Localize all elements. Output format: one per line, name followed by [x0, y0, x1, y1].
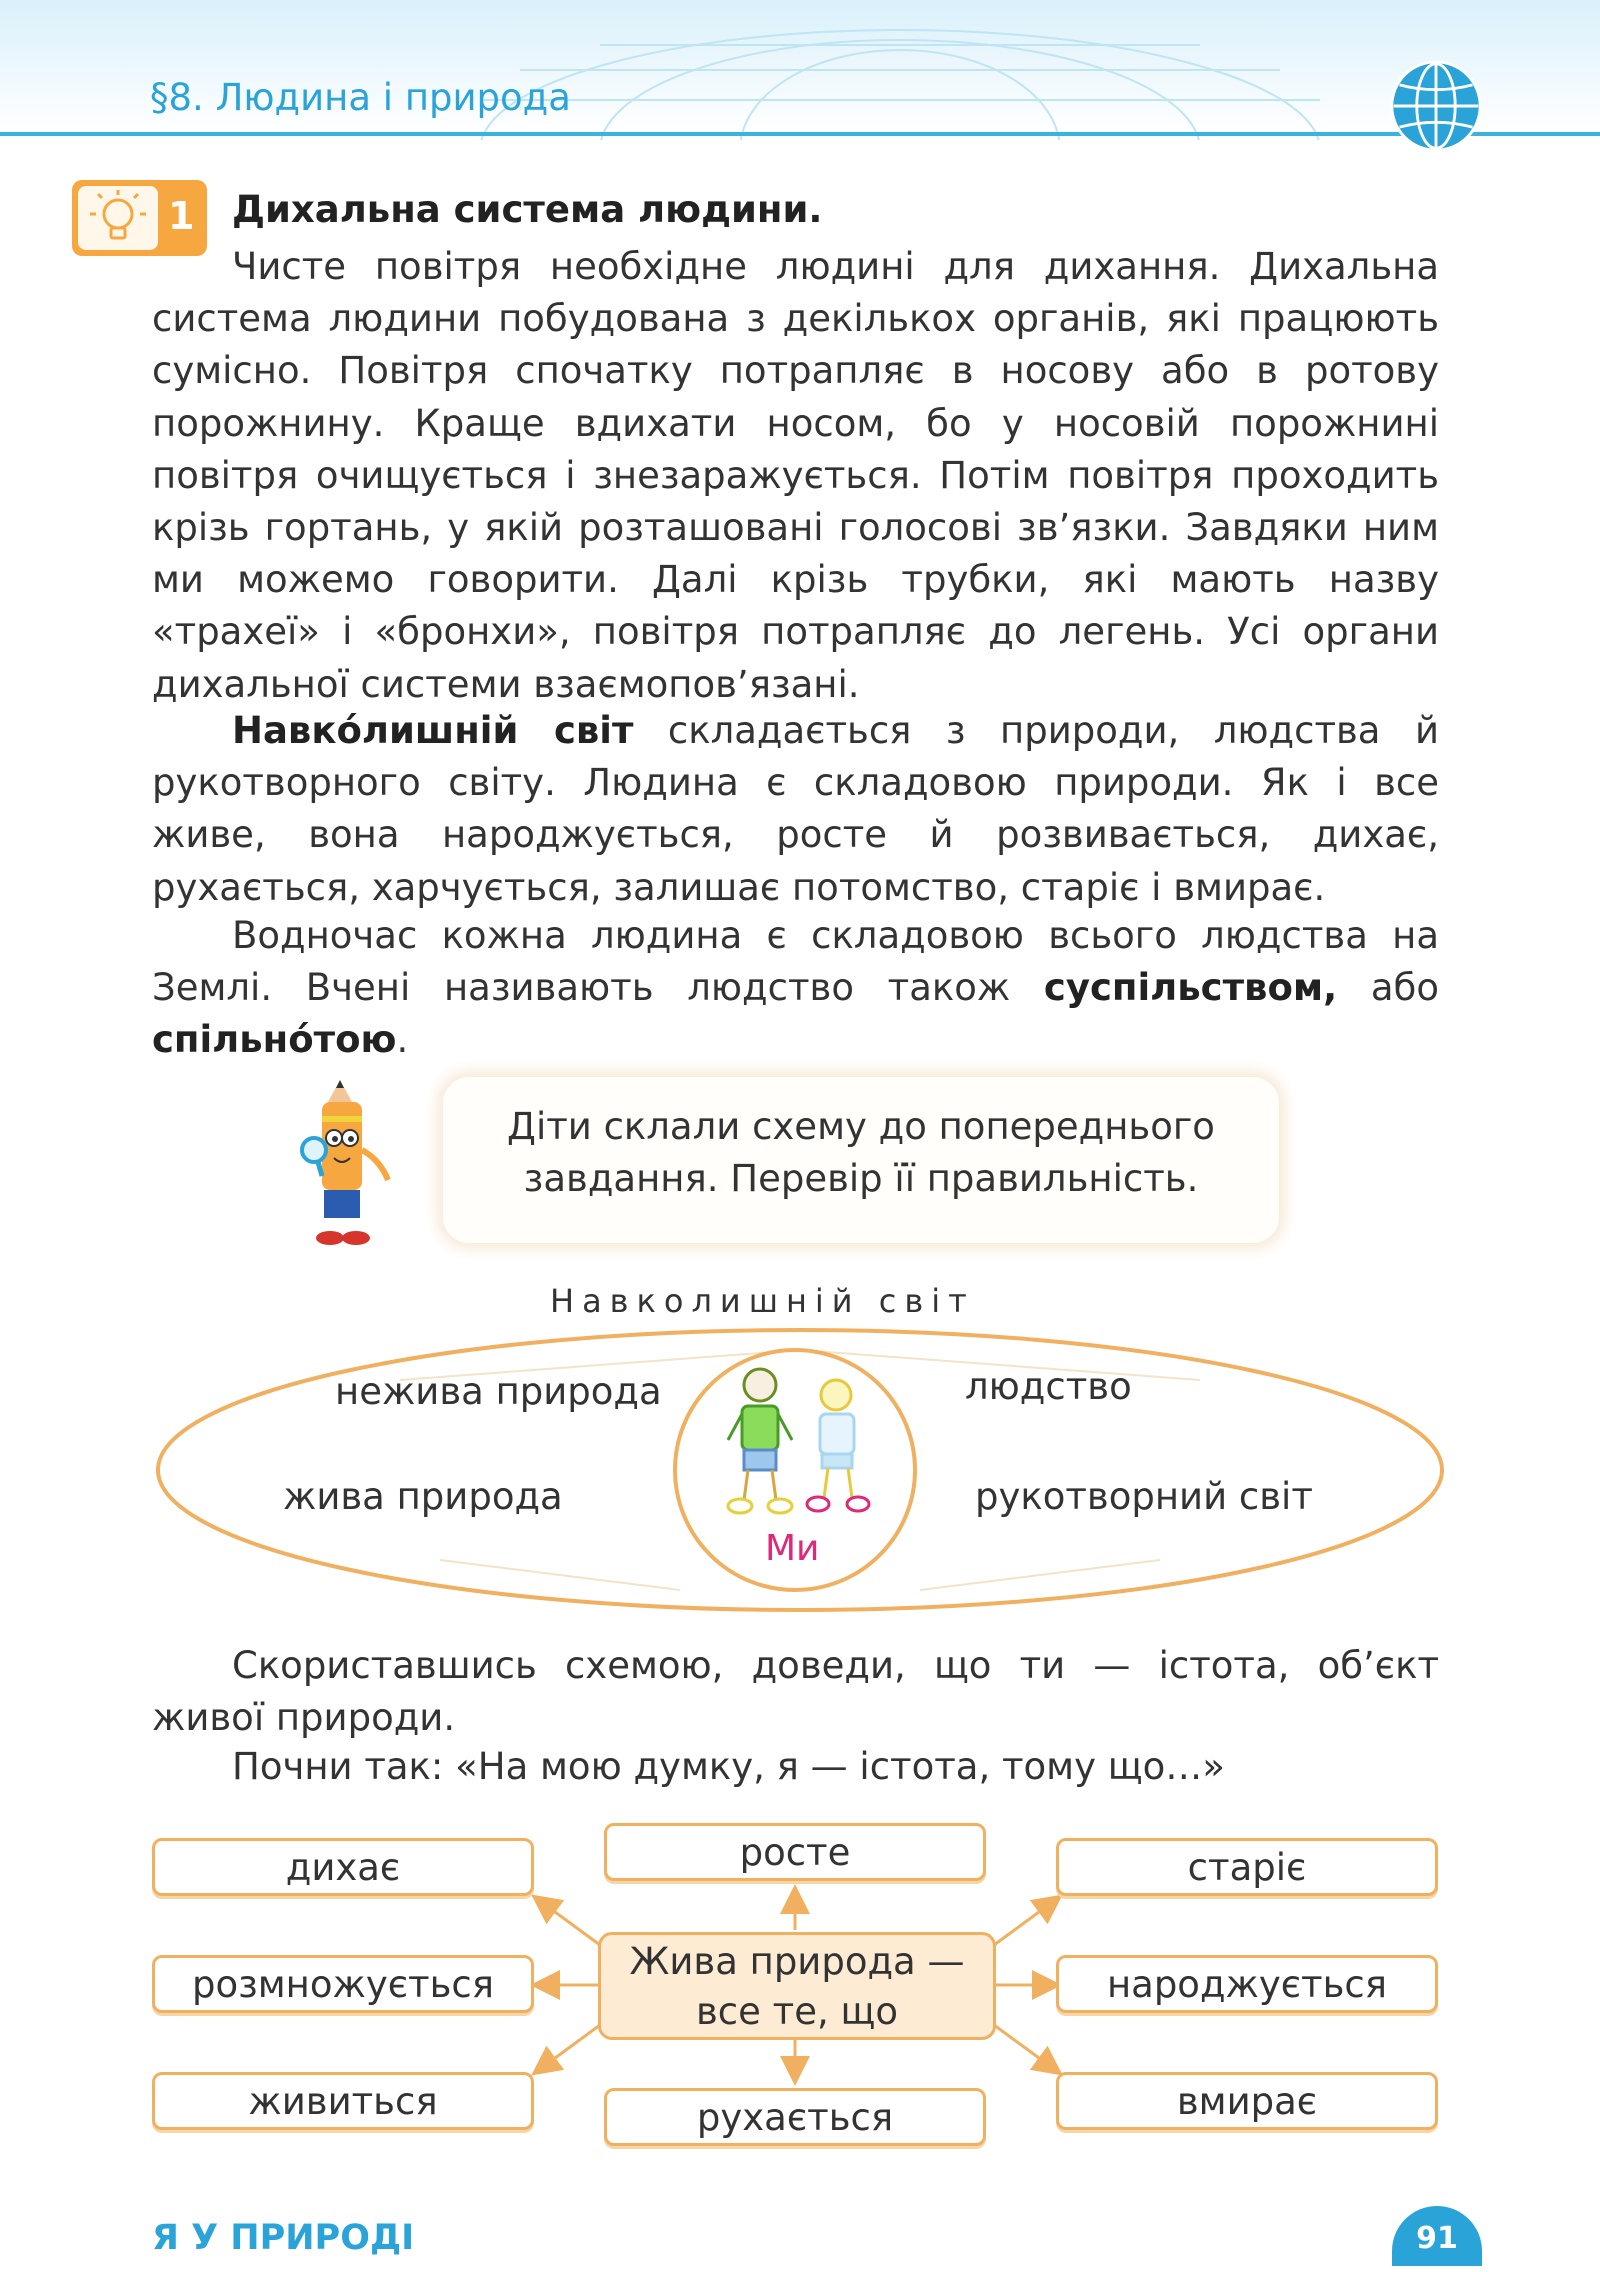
term-world: Навко́лишній світ	[232, 709, 634, 752]
task-number: 1	[168, 194, 195, 238]
label-living-nature: жива природа	[283, 1475, 563, 1518]
paragraph-world-text: складається з природи, людства й рукотворного світу. Людина є складовою природи. Як і все живе, вона народжується, росте й розвивається, дихає, рухається, харчується, залишає потомство, старіє і вмирає.	[152, 709, 1439, 909]
bubble-line-2: завдання. Перевір її правильність.	[523, 1157, 1199, 1200]
speech-bubble-text	[443, 1101, 1279, 1205]
header-background	[0, 0, 1600, 140]
box-feeds: живиться	[152, 2072, 534, 2130]
box-breathes: дихає	[152, 1838, 534, 1896]
globe-icon	[1388, 58, 1484, 154]
label-man-made-world: рукотворний світ	[975, 1475, 1313, 1518]
paragraph-breathing	[152, 241, 1439, 711]
term-society: суспільством,	[1043, 966, 1338, 1010]
center-line-2: все те, що	[695, 1990, 898, 2033]
lightbulb-icon	[78, 186, 158, 250]
paragraph-society	[152, 910, 1439, 1067]
footer-section-title: Я У ПРИРОДІ	[152, 2218, 415, 2258]
label-nonliving-nature: нежива природа	[335, 1370, 662, 1413]
speech-bubble	[443, 1077, 1279, 1243]
header-rule	[0, 132, 1600, 136]
paragraph-society-text: Водночас кожна людина є складовою всього людства на Землі. Вчені називають людство також	[152, 914, 1439, 1010]
center-line-1: Жива природа —	[629, 1940, 965, 1983]
box-is-born: народжується	[1056, 1955, 1438, 2013]
bubble-line-1: Діти склали схему до попереднього	[507, 1105, 1215, 1148]
pencil-mascot-icon	[300, 1080, 410, 1250]
exercise-line-1: Скориставшись схемою, доведи, що ти — істота, об’єкт живої природи.	[152, 1644, 1439, 1740]
box-grows: росте	[604, 1823, 986, 1881]
center-box-living-nature	[598, 1932, 996, 2040]
page-header	[0, 0, 1600, 150]
environment-scheme	[140, 1310, 1460, 1630]
box-dies: вмирає	[1056, 2072, 1438, 2130]
page-title: §8. Людина і природа	[150, 76, 571, 119]
paragraph-society-end: .	[396, 1018, 409, 1062]
page-number: 91	[1392, 2206, 1482, 2266]
paragraph-society-mid: або	[1337, 966, 1440, 1010]
label-humanity: людство	[965, 1365, 1132, 1408]
box-reproduces: розмножується	[152, 1955, 534, 2013]
exercise-text	[152, 1640, 1439, 1744]
exercise-line-2: Почни так: «На мою думку, я — істота, тому що…»	[232, 1745, 1225, 1788]
box-ages: старіє	[1056, 1838, 1438, 1896]
term-community: спільно́тою	[152, 1018, 397, 1062]
label-we: Ми	[765, 1528, 820, 1569]
paragraph-world	[152, 705, 1439, 914]
box-moves: рухається	[604, 2088, 986, 2146]
paragraph-breathing-text: Чисте повітря необхідне людині для дихання. Дихальна система людини побудована з декількох органів, які працюють сумісно. Повітря спочатку потрапляє в носову або в ротову порожнину. Краще вдихати носом, бо у носовій порожнині повітря очищується і знезаражується. Потім повітря проходить крізь гортань, у якій розташовані голосові зв’язки. Завдяки ним ми можемо говорити. Далі крізь трубки, які мають назву «трахеї» і «бронхи», повітря потрапляє до легень. Усі органи дихальної системи взаємопов’язані.	[152, 245, 1439, 706]
task-heading: Дихальна система людини.	[232, 188, 823, 231]
scheme-title: Навколишній світ	[550, 1282, 975, 1320]
